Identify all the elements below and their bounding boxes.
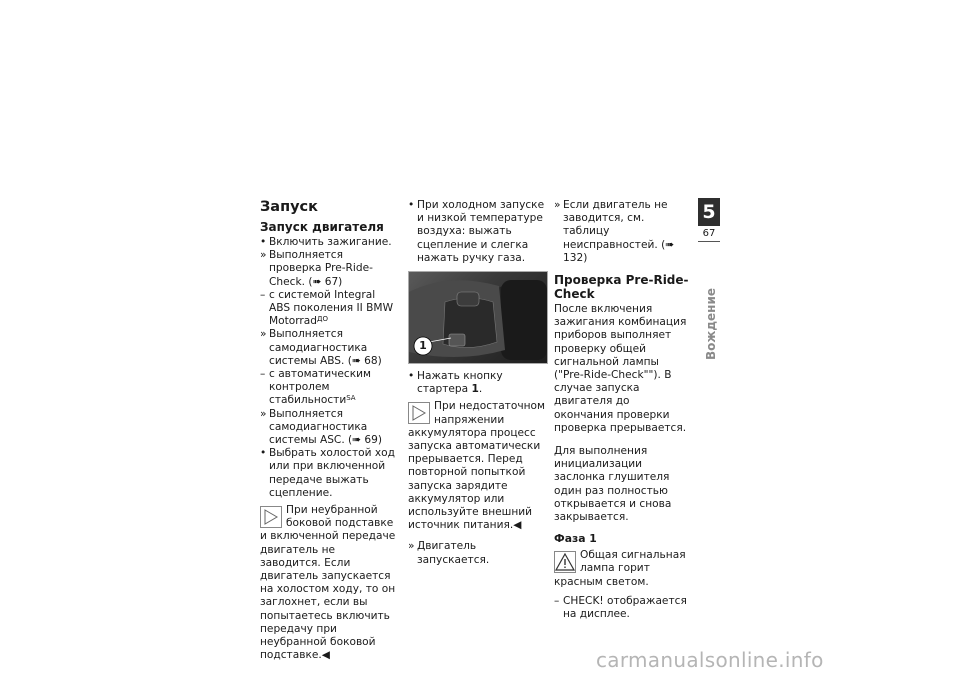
note-text: Общая сигнальная лампа горит красным светом.	[554, 549, 686, 588]
list-item: • Нажать кнопку стартера 1.	[408, 370, 503, 396]
list-item: – с автоматическим контролем стабильности$^{SA}$	[260, 368, 371, 407]
note-text: При неубранной боковой подставке и включенной передаче двигатель не заводится. Если двигатель запускается на холостом ходу, то он заглохнет, если вы попытаетесь включить передачу при неубранной боковой подставке.◀	[260, 504, 396, 662]
list-item: » Если двигатель не заводится, см. таблицу неисправностей. (➠ 132)	[554, 199, 675, 264]
list-item: – CHECK! отображается на дисплее.	[554, 594, 687, 621]
paragraph: Для выполнения инициализации заслонка глушителя один раз полностью открывается и снова закрывается.	[554, 445, 672, 524]
paragraph: После включения зажигания комбинация приборов выполняет проверку общей сигнальной лампы ("Pre-Ride-Check""). В случае запуска двигателя до окончания проверки проверка прерывается.	[554, 303, 687, 434]
list-item: » Выполняется самодиагностика системы ASC. (➠ 69)	[260, 407, 383, 447]
note-box	[408, 400, 546, 532]
column-3	[554, 199, 690, 621]
handlebar-illustration	[409, 272, 547, 363]
tab-divider	[698, 241, 720, 242]
note-triangle-icon	[408, 402, 430, 424]
step-list	[260, 236, 396, 500]
note-box	[554, 549, 690, 589]
watermark: carmanualsonline.info	[596, 648, 824, 672]
list-item: » Выполняется проверка Pre-Ride-Check. (➠ 67)	[260, 249, 373, 288]
list-item: » Выполняется самодиагностика системы ABS. (➠ 68)	[260, 328, 382, 367]
warning-lamp-icon	[554, 551, 576, 573]
subsection-title: Запуск двигателя	[260, 220, 384, 234]
section-title: Запуск	[260, 199, 318, 215]
note-box	[260, 504, 396, 662]
handlebar-switch-photo	[408, 271, 548, 364]
phase-title: Фаза 1	[554, 532, 597, 546]
list-item: » Двигатель запускается.	[408, 540, 490, 566]
note-text: При недостаточном напряжении аккумулятора процесс запуска автоматически прерывается. Перед повторной попыткой запуска зарядите аккумулятор или используйте внешний источник питания.◀	[408, 400, 545, 532]
chapter-label: Вождение	[704, 288, 718, 360]
list-item: • При холодном запуске и низкой температуре воздуха: выжать сцепление и слегка нажать ручку газа.	[408, 199, 545, 264]
figure-callout: 1	[419, 339, 427, 353]
column-1	[260, 199, 396, 663]
note-triangle-icon	[260, 506, 282, 528]
section-heading: Проверка Pre-Ride-Check	[554, 273, 689, 302]
column-2	[408, 199, 546, 567]
chapter-number: 5	[698, 198, 720, 226]
page-number: 67	[702, 228, 716, 239]
list-item: – с системой Integral ABS поколения II BMW Motorrad$^{ДО}$	[260, 288, 394, 328]
list-item: • Включить зажигание.	[260, 236, 392, 248]
list-item: • Выбрать холостой ход или при включенной передаче выжать сцепление.	[260, 447, 395, 499]
